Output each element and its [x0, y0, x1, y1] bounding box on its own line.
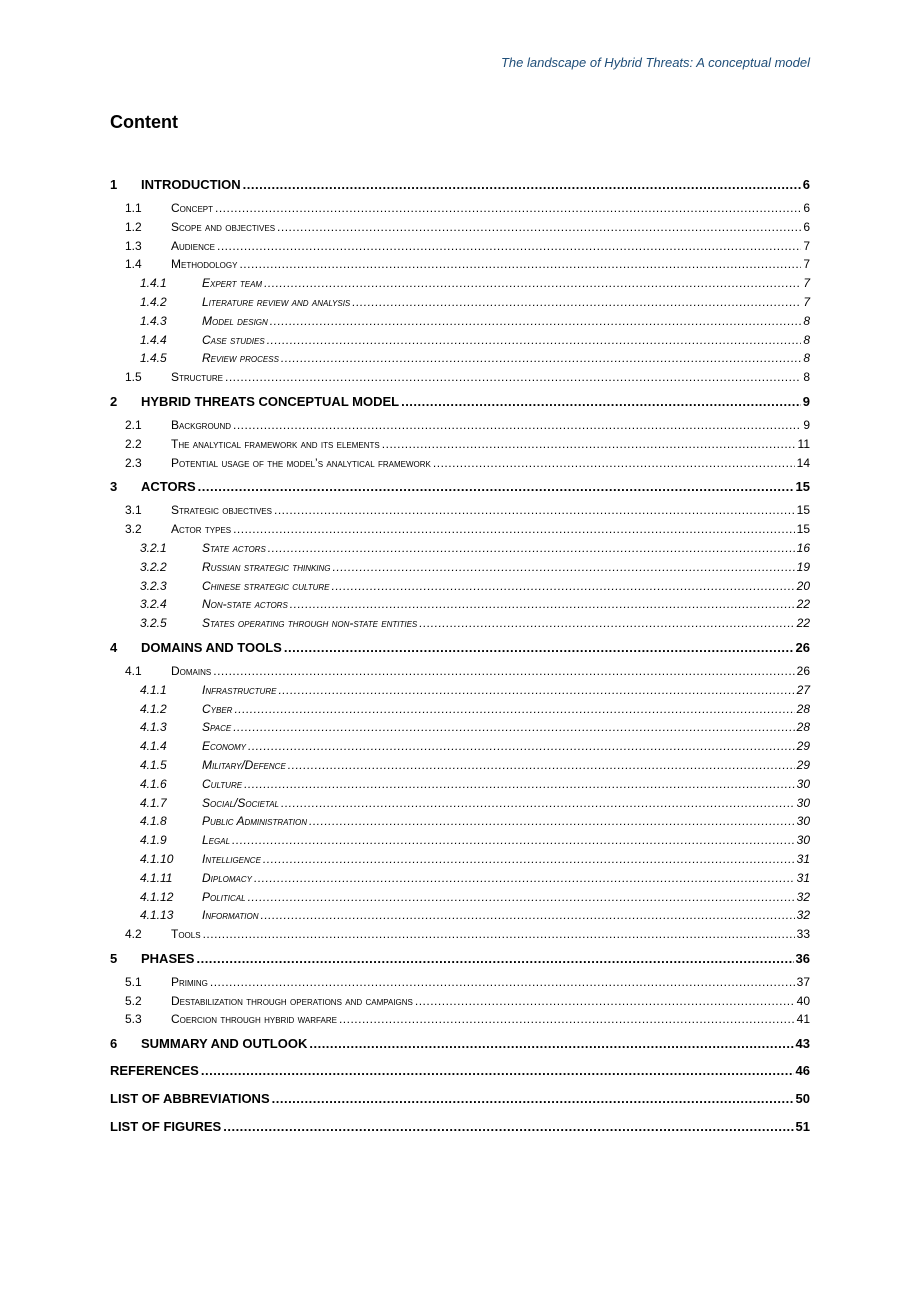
dot-leader	[225, 368, 801, 387]
toc-entry-page: 8	[803, 351, 810, 366]
toc-entry[interactable]	[110, 454, 810, 473]
toc-entry-label: Space	[202, 720, 232, 735]
toc-entry-number: 5.3	[125, 1012, 142, 1027]
toc-entry[interactable]	[110, 850, 810, 869]
dot-leader	[254, 869, 795, 888]
dot-leader	[332, 577, 795, 596]
dot-leader	[415, 992, 795, 1011]
toc-entry[interactable]	[110, 501, 810, 520]
dot-leader	[232, 831, 795, 850]
dot-leader	[382, 435, 796, 454]
dot-leader	[333, 558, 795, 577]
toc-entry[interactable]	[110, 595, 810, 614]
toc-entry-label: Cyber	[202, 701, 233, 716]
toc-entry-page: 36	[795, 950, 810, 966]
toc-entry-page: 32	[796, 908, 810, 923]
toc-entry-label: Audience	[171, 238, 216, 253]
toc-entry-label: Information	[202, 908, 259, 923]
dot-leader	[196, 948, 793, 970]
toc-entry-page: 50	[795, 1091, 810, 1107]
toc-entry-number: 3.2.5	[140, 616, 167, 631]
dot-leader	[401, 391, 801, 413]
toc-entry-number: 3.2	[125, 522, 142, 537]
dot-leader	[248, 737, 795, 756]
dot-leader	[244, 775, 795, 794]
dot-leader	[274, 501, 795, 520]
toc-entry-number: 1.4.2	[140, 294, 167, 309]
toc-entry-label: Legal	[202, 833, 231, 848]
toc-entry-page: 51	[795, 1119, 810, 1135]
toc-entry[interactable]	[110, 1115, 810, 1139]
toc-entry-label: Methodology	[171, 257, 238, 272]
toc-entry[interactable]	[110, 681, 810, 700]
toc-entry-page: 11	[797, 436, 810, 451]
toc-entry-label: Chinese strategic culture	[202, 578, 330, 593]
dot-leader	[309, 1033, 793, 1055]
toc-entry-page: 7	[803, 276, 810, 291]
toc-entry[interactable]	[110, 812, 810, 831]
dot-leader	[263, 850, 795, 869]
dot-leader	[203, 925, 795, 944]
toc-entry-page: 14	[796, 455, 810, 470]
toc-entry-number: 4	[110, 639, 118, 655]
toc-entry[interactable]	[110, 662, 810, 681]
toc-entry-number: 1.3	[125, 238, 142, 253]
toc-entry-label: State actors	[202, 540, 266, 555]
toc-entry-page: 27	[796, 682, 810, 697]
toc-entry-number: 5	[110, 950, 118, 966]
toc-entry[interactable]	[110, 274, 810, 293]
toc-entry-number: 1.1	[125, 201, 142, 215]
toc-entry[interactable]	[110, 973, 810, 992]
toc-entry-label: HYBRID THREATS CONCEPTUAL MODEL	[141, 393, 400, 409]
toc-entry-label: Political	[202, 889, 246, 904]
toc-entry[interactable]	[110, 906, 810, 925]
toc-entry[interactable]	[110, 539, 810, 558]
toc-entry-number: 1.4	[125, 257, 142, 272]
dot-leader	[270, 312, 802, 331]
dot-leader	[217, 237, 801, 256]
toc-entry-page: 20	[796, 578, 810, 593]
toc-entry-page: 19	[796, 559, 810, 574]
toc-entry[interactable]	[110, 700, 810, 719]
toc-entry-page: 37	[796, 974, 810, 989]
toc-entry[interactable]	[110, 199, 810, 218]
toc-entry-label: Review process	[202, 351, 279, 366]
toc-entry-number: 4.1.1	[140, 682, 167, 697]
toc-entry-label: Public Administration	[202, 814, 307, 829]
toc-entry-page: 30	[796, 795, 810, 810]
toc-entry-page: 26	[796, 663, 810, 678]
dot-leader	[233, 416, 801, 435]
dot-leader	[243, 174, 801, 196]
toc-entry-label: REFERENCES	[110, 1063, 199, 1079]
dot-leader	[290, 595, 795, 614]
dot-leader	[281, 349, 801, 368]
toc-entry-page: 28	[796, 701, 810, 716]
toc-entry-page: 29	[796, 757, 810, 772]
toc-entry[interactable]	[110, 637, 810, 659]
toc-entry-label: Scope and objectives	[171, 219, 276, 234]
toc-entry-number: 3.2.4	[140, 597, 167, 612]
toc-entry-label: Russian strategic thinking	[202, 559, 331, 574]
toc-entry-page: 32	[796, 889, 810, 904]
toc-entry[interactable]	[110, 237, 810, 256]
toc-entry[interactable]	[110, 614, 810, 633]
toc-entry-label: Economy	[202, 739, 247, 754]
toc-entry-number: 4.1.12	[140, 889, 174, 904]
toc-entry[interactable]	[110, 925, 810, 944]
toc-entry-number: 2.2	[125, 436, 142, 451]
toc-entry-number: 4.1.4	[140, 739, 167, 754]
dot-leader	[223, 1115, 793, 1139]
toc-entry[interactable]	[110, 558, 810, 577]
toc-entry-number: 3.2.2	[140, 559, 167, 574]
toc-entry-page: 16	[796, 540, 810, 555]
toc-entry-page: 7	[803, 294, 810, 309]
toc-entry-page: 26	[795, 639, 810, 655]
dot-leader	[233, 718, 794, 737]
toc-entry[interactable]	[110, 435, 810, 454]
toc-entry-page: 9	[802, 393, 810, 409]
dot-leader	[233, 520, 795, 539]
toc-entry-page: 15	[795, 479, 810, 495]
toc-entry-label: Intelligence	[202, 851, 261, 866]
toc-entry-number: 4.1.8	[140, 814, 167, 829]
toc-entry-number: 5.1	[125, 974, 142, 989]
dot-leader	[278, 681, 794, 700]
toc-entry-number: 6	[110, 1036, 118, 1052]
toc-entry-page: 30	[796, 814, 810, 829]
toc-entry-label: Literature review and analysis	[202, 294, 351, 309]
toc-entry-number: 4.1.6	[140, 776, 167, 791]
toc-entry-label: SUMMARY AND OUTLOOK	[141, 1036, 308, 1052]
toc-entry-page: 29	[796, 739, 810, 754]
table-of-contents	[110, 170, 810, 1141]
toc-entry[interactable]	[110, 349, 810, 368]
toc-entry-page: 15	[796, 522, 810, 537]
dot-leader	[284, 637, 794, 659]
toc-entry-page: 22	[796, 616, 810, 631]
toc-entry-label: Non-state actors	[202, 597, 288, 612]
toc-entry-number: 3	[110, 479, 118, 495]
toc-entry[interactable]	[110, 255, 810, 274]
dot-leader	[267, 331, 802, 350]
toc-entry-label: Actor types	[171, 522, 232, 537]
toc-entry[interactable]	[110, 1010, 810, 1029]
toc-entry-page: 31	[796, 870, 810, 885]
toc-entry-number: 4.1	[125, 663, 142, 678]
toc-entry-number: 3.1	[125, 503, 142, 518]
toc-entry-label: Military/Defence	[202, 757, 286, 772]
toc-entry-label: States operating through non-state entities	[202, 616, 418, 631]
toc-entry-number: 4.1.5	[140, 757, 167, 772]
toc-entry-page: 8	[803, 313, 810, 328]
dot-leader	[268, 539, 795, 558]
toc-entry-page: 30	[796, 776, 810, 791]
toc-entry-label: Structure	[171, 370, 223, 385]
toc-entry-label: Coercion through hybrid warfare	[171, 1012, 337, 1027]
toc-entry-page: 40	[796, 993, 810, 1008]
toc-entry-page: 30	[796, 833, 810, 848]
toc-entry-label: ACTORS	[141, 479, 196, 495]
toc-entry-page: 41	[796, 1012, 810, 1027]
toc-entry-number: 2.3	[125, 455, 142, 470]
toc-entry-page: 22	[796, 597, 810, 612]
dot-leader	[288, 756, 795, 775]
toc-entry-number: 2.1	[125, 417, 142, 432]
toc-entry-page: 6	[803, 201, 810, 215]
toc-entry-number: 4.2	[125, 927, 142, 942]
toc-entry-label: Infrastructure	[202, 682, 277, 697]
toc-entry-page: 8	[803, 370, 810, 385]
toc-entry-label: Culture	[202, 776, 243, 791]
running-header: The landscape of Hybrid Threats: A conceptual model	[500, 55, 810, 70]
toc-entry-label: Strategic objectives	[171, 503, 272, 518]
toc-entry[interactable]	[110, 756, 810, 775]
dot-leader	[234, 700, 794, 719]
dot-leader	[213, 662, 794, 681]
dot-leader	[201, 1059, 794, 1083]
toc-entry[interactable]	[110, 869, 810, 888]
dot-leader	[272, 1087, 794, 1111]
toc-entry[interactable]	[110, 948, 810, 970]
dot-leader	[339, 1010, 795, 1029]
toc-entry-label: PHASES	[141, 950, 195, 966]
toc-entry[interactable]	[110, 218, 810, 237]
toc-entry[interactable]	[110, 1087, 810, 1111]
toc-entry-number: 1.5	[125, 370, 142, 385]
toc-entry-number: 4.1.3	[140, 720, 167, 735]
toc-entry-page: 7	[803, 257, 810, 272]
dot-leader	[433, 454, 795, 473]
toc-entry-label: Destabilization through operations and campaigns	[171, 993, 413, 1008]
toc-entry-label: Concept	[171, 201, 214, 215]
dot-leader	[239, 255, 801, 274]
dot-leader	[264, 274, 801, 293]
dot-leader	[352, 293, 801, 312]
toc-entry-label: Priming	[171, 974, 208, 989]
toc-entry-label: Tools	[171, 927, 201, 942]
dot-leader	[198, 476, 794, 498]
toc-entry[interactable]	[110, 888, 810, 907]
toc-entry-page: 33	[796, 927, 810, 942]
toc-entry[interactable]	[110, 577, 810, 596]
toc-entry-number: 1.4.3	[140, 313, 167, 328]
toc-entry-page: 43	[795, 1036, 810, 1052]
toc-entry-page: 7	[803, 238, 810, 253]
toc-entry-label: Case studies	[202, 332, 265, 347]
toc-entry-label: Social/Societal	[202, 795, 279, 810]
dot-leader	[277, 218, 801, 237]
toc-entry-label: INTRODUCTION	[141, 177, 241, 192]
toc-entry[interactable]	[110, 520, 810, 539]
toc-entry[interactable]	[110, 331, 810, 350]
toc-entry-page: 6	[802, 177, 810, 192]
toc-entry-number: 1.2	[125, 219, 142, 234]
dot-leader	[309, 812, 795, 831]
toc-entry-number: 4.1.9	[140, 833, 167, 848]
toc-entry[interactable]	[110, 174, 810, 196]
toc-entry[interactable]	[110, 775, 810, 794]
toc-entry-label: LIST OF FIGURES	[110, 1119, 222, 1135]
toc-entry-number: 2	[110, 393, 118, 409]
dot-leader	[281, 794, 795, 813]
toc-entry-number: 4.1.2	[140, 701, 167, 716]
toc-entry[interactable]	[110, 1033, 810, 1055]
toc-entry[interactable]	[110, 794, 810, 813]
toc-entry[interactable]	[110, 476, 810, 498]
dot-leader	[210, 973, 795, 992]
toc-entry[interactable]	[110, 416, 810, 435]
toc-entry-page: 9	[803, 417, 810, 432]
toc-entry[interactable]	[110, 737, 810, 756]
toc-entry-number: 1.4.5	[140, 351, 167, 366]
toc-entry-page: 6	[803, 219, 810, 234]
toc-entry-page: 8	[803, 332, 810, 347]
toc-entry[interactable]	[110, 368, 810, 387]
toc-entry-label: DOMAINS AND TOOLS	[141, 639, 282, 655]
toc-entry-number: 5.2	[125, 993, 142, 1008]
toc-entry-page: 46	[795, 1063, 810, 1079]
toc-entry-label: Model design	[202, 313, 268, 328]
toc-entry-label: Potential usage of the model’s analytical framework	[171, 455, 431, 470]
page-title: Content	[110, 112, 178, 132]
toc-entry-label: The analytical framework and its elements	[171, 436, 380, 451]
toc-entry-page: 31	[796, 851, 810, 866]
dot-leader	[215, 199, 801, 218]
toc-entry-page: 28	[796, 720, 810, 735]
toc-entry[interactable]	[110, 391, 810, 413]
dot-leader	[261, 906, 795, 925]
toc-entry[interactable]	[110, 992, 810, 1011]
toc-entry-number: 4.1.13	[140, 908, 174, 923]
dot-leader	[248, 888, 795, 907]
toc-entry-number: 4.1.10	[140, 851, 174, 866]
toc-entry[interactable]	[110, 831, 810, 850]
toc-entry-label: Expert team	[202, 276, 263, 291]
toc-entry[interactable]	[110, 1059, 810, 1083]
toc-entry-label: Background	[171, 417, 232, 432]
toc-entry-label: LIST OF ABBREVIATIONS	[110, 1091, 270, 1107]
toc-entry-number: 3.2.3	[140, 578, 167, 593]
toc-entry-number: 1	[110, 177, 118, 192]
toc-entry-label: Diplomacy	[202, 870, 253, 885]
toc-entry-number: 4.1.11	[140, 870, 173, 885]
toc-entry-number: 1.4.4	[140, 332, 167, 347]
dot-leader	[419, 614, 794, 633]
toc-entry[interactable]	[110, 312, 810, 331]
toc-entry-number: 4.1.7	[140, 795, 167, 810]
toc-entry-label: Domains	[171, 663, 212, 678]
toc-entry-number: 3.2.1	[140, 540, 167, 555]
toc-entry[interactable]	[110, 293, 810, 312]
toc-entry[interactable]	[110, 718, 810, 737]
toc-entry-number: 1.4.1	[140, 276, 167, 291]
toc-entry-page: 15	[796, 503, 810, 518]
